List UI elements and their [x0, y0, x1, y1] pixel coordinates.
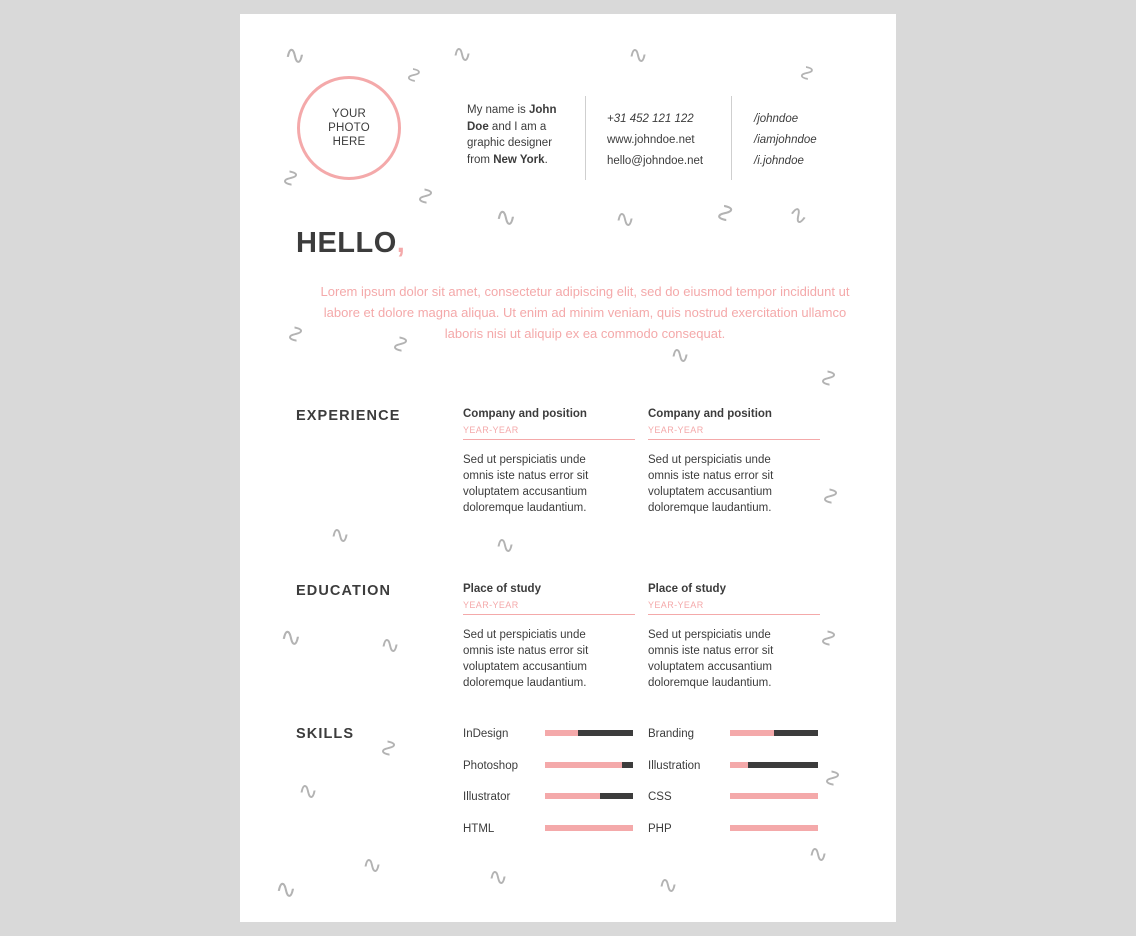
skill-bar-fill — [622, 762, 633, 768]
zigzag-icon: ∿ — [817, 485, 845, 507]
resume-page — [240, 14, 896, 922]
experience-entry-year: YEAR-YEAR — [463, 425, 519, 435]
skill-bar — [545, 730, 633, 736]
intro-name: John Doe — [467, 104, 557, 133]
zigzag-icon: ∿ — [495, 532, 516, 559]
intro-text — [467, 102, 572, 168]
skill-bar-fill — [774, 730, 818, 736]
skill-label: InDesign — [463, 728, 509, 740]
education-entry-rule — [648, 614, 820, 615]
divider-1 — [585, 96, 586, 180]
photo-line-2: PHOTO — [328, 122, 370, 134]
experience-entry-heading: Company and position — [463, 408, 587, 420]
zigzag-icon: ∿ — [362, 852, 383, 879]
skill-bar — [545, 793, 633, 799]
zigzag-icon: ∿ — [783, 199, 814, 233]
contact-block — [607, 109, 703, 172]
website-link[interactable]: www.johndoe.net — [607, 134, 695, 146]
skill-bar-fill — [600, 793, 633, 799]
zigzag-icon: ∿ — [819, 767, 847, 789]
zigzag-icon: ∿ — [815, 367, 843, 389]
zigzag-icon: ∿ — [282, 323, 310, 345]
photo-line-3: HERE — [332, 136, 366, 148]
experience-entry-year: YEAR-YEAR — [648, 425, 704, 435]
skill-label: Photoshop — [463, 760, 518, 772]
photo-line-1: YOUR — [331, 108, 367, 120]
skill-bar — [545, 825, 633, 831]
zigzag-icon: ∿ — [488, 864, 509, 891]
education-entry-heading: Place of study — [463, 583, 541, 595]
zigzag-icon: ∿ — [815, 627, 843, 649]
page-title — [296, 227, 405, 260]
zigzag-icon: ∿ — [710, 202, 741, 224]
zigzag-icon: ∿ — [658, 872, 679, 899]
section-title-experience: EXPERIENCE — [296, 408, 401, 424]
skill-label: Illustrator — [463, 791, 511, 803]
zigzag-icon: ∿ — [387, 333, 415, 355]
skill-bar — [730, 825, 818, 831]
zigzag-icon: ∿ — [495, 202, 517, 232]
intro-part-2: and I am a graphic designer from — [467, 120, 553, 166]
zigzag-icon: ∿ — [298, 778, 319, 805]
phone-text: +31 452 121 122 — [607, 113, 694, 125]
headline-text: HELLO — [296, 227, 397, 259]
zigzag-icon: ∿ — [795, 63, 821, 83]
intro-part-1: My name is — [467, 104, 529, 116]
zigzag-icon: ∿ — [412, 185, 440, 207]
experience-entry-rule — [648, 439, 820, 440]
photo-placeholder[interactable] — [297, 76, 401, 180]
experience-entry-heading: Company and position — [648, 408, 772, 420]
social-handle-2[interactable]: /iamjohndoe — [754, 134, 817, 146]
zigzag-icon: ∿ — [280, 622, 302, 652]
zigzag-icon: ∿ — [330, 522, 351, 549]
social-handle-3[interactable]: /i.johndoe — [754, 155, 804, 167]
headline-comma: , — [396, 227, 406, 259]
intro-part-3: . — [544, 153, 548, 166]
zigzag-icon: ∿ — [375, 737, 403, 759]
zigzag-icon: ∿ — [452, 41, 473, 68]
zigzag-icon: ∿ — [402, 65, 428, 85]
experience-entry-rule — [463, 439, 635, 440]
education-entry-year: YEAR-YEAR — [463, 600, 519, 610]
skill-bar-fill — [578, 730, 633, 736]
zigzag-icon: ∿ — [277, 167, 305, 189]
zigzag-icon: ∿ — [284, 40, 306, 70]
skill-bar — [545, 762, 633, 768]
skill-bar — [730, 793, 818, 799]
email-link[interactable]: hello@johndoe.net — [607, 155, 704, 167]
skill-label: PHP — [648, 823, 672, 835]
intro-city: New York — [493, 153, 545, 166]
divider-2 — [731, 96, 732, 180]
education-entry-body: Sed ut perspiciatis unde omnis iste natus error sit voluptatem accusantium doloremque laudantium. — [463, 629, 589, 689]
skill-bar — [730, 730, 818, 736]
education-entry-body: Sed ut perspiciatis unde omnis iste natus error sit voluptatem accusantium doloremque laudantium. — [648, 629, 774, 689]
skill-label: Branding — [648, 728, 695, 740]
skill-bar-fill — [748, 762, 818, 768]
skill-label: Illustration — [648, 760, 701, 772]
section-title-education: EDUCATION — [296, 583, 392, 599]
skill-bar — [730, 762, 818, 768]
skill-label: HTML — [463, 823, 495, 835]
experience-entry-body: Sed ut perspiciatis unde omnis iste natus error sit voluptatem accusantium doloremque laudantium. — [463, 454, 589, 514]
education-entry-heading: Place of study — [648, 583, 726, 595]
zigzag-icon: ∿ — [275, 874, 297, 904]
social-handle-1[interactable]: /johndoe — [754, 113, 799, 125]
summary-paragraph: Lorem ipsum dolor sit amet, consectetur adipiscing elit, sed do eiusmod tempor incididunt ut labore et dolore magna aliqua. Ut enim ad minim veniam, quis nostrud exercitation ullamco laboris nisi ut aliquip ex ea commodo consequat. — [320, 284, 850, 341]
section-title-skills: SKILLS — [296, 726, 355, 742]
experience-entry-body: Sed ut perspiciatis unde omnis iste natus error sit voluptatem accusantium doloremque laudantium. — [648, 454, 774, 514]
education-entry-year: YEAR-YEAR — [648, 600, 704, 610]
zigzag-icon: ∿ — [628, 42, 649, 69]
zigzag-icon: ∿ — [380, 632, 401, 659]
zigzag-icon: ∿ — [808, 841, 829, 868]
zigzag-icon: ∿ — [615, 206, 636, 233]
education-entry-rule — [463, 614, 635, 615]
skill-label: CSS — [648, 791, 672, 803]
social-block — [754, 109, 817, 172]
zigzag-icon: ∿ — [670, 342, 691, 369]
